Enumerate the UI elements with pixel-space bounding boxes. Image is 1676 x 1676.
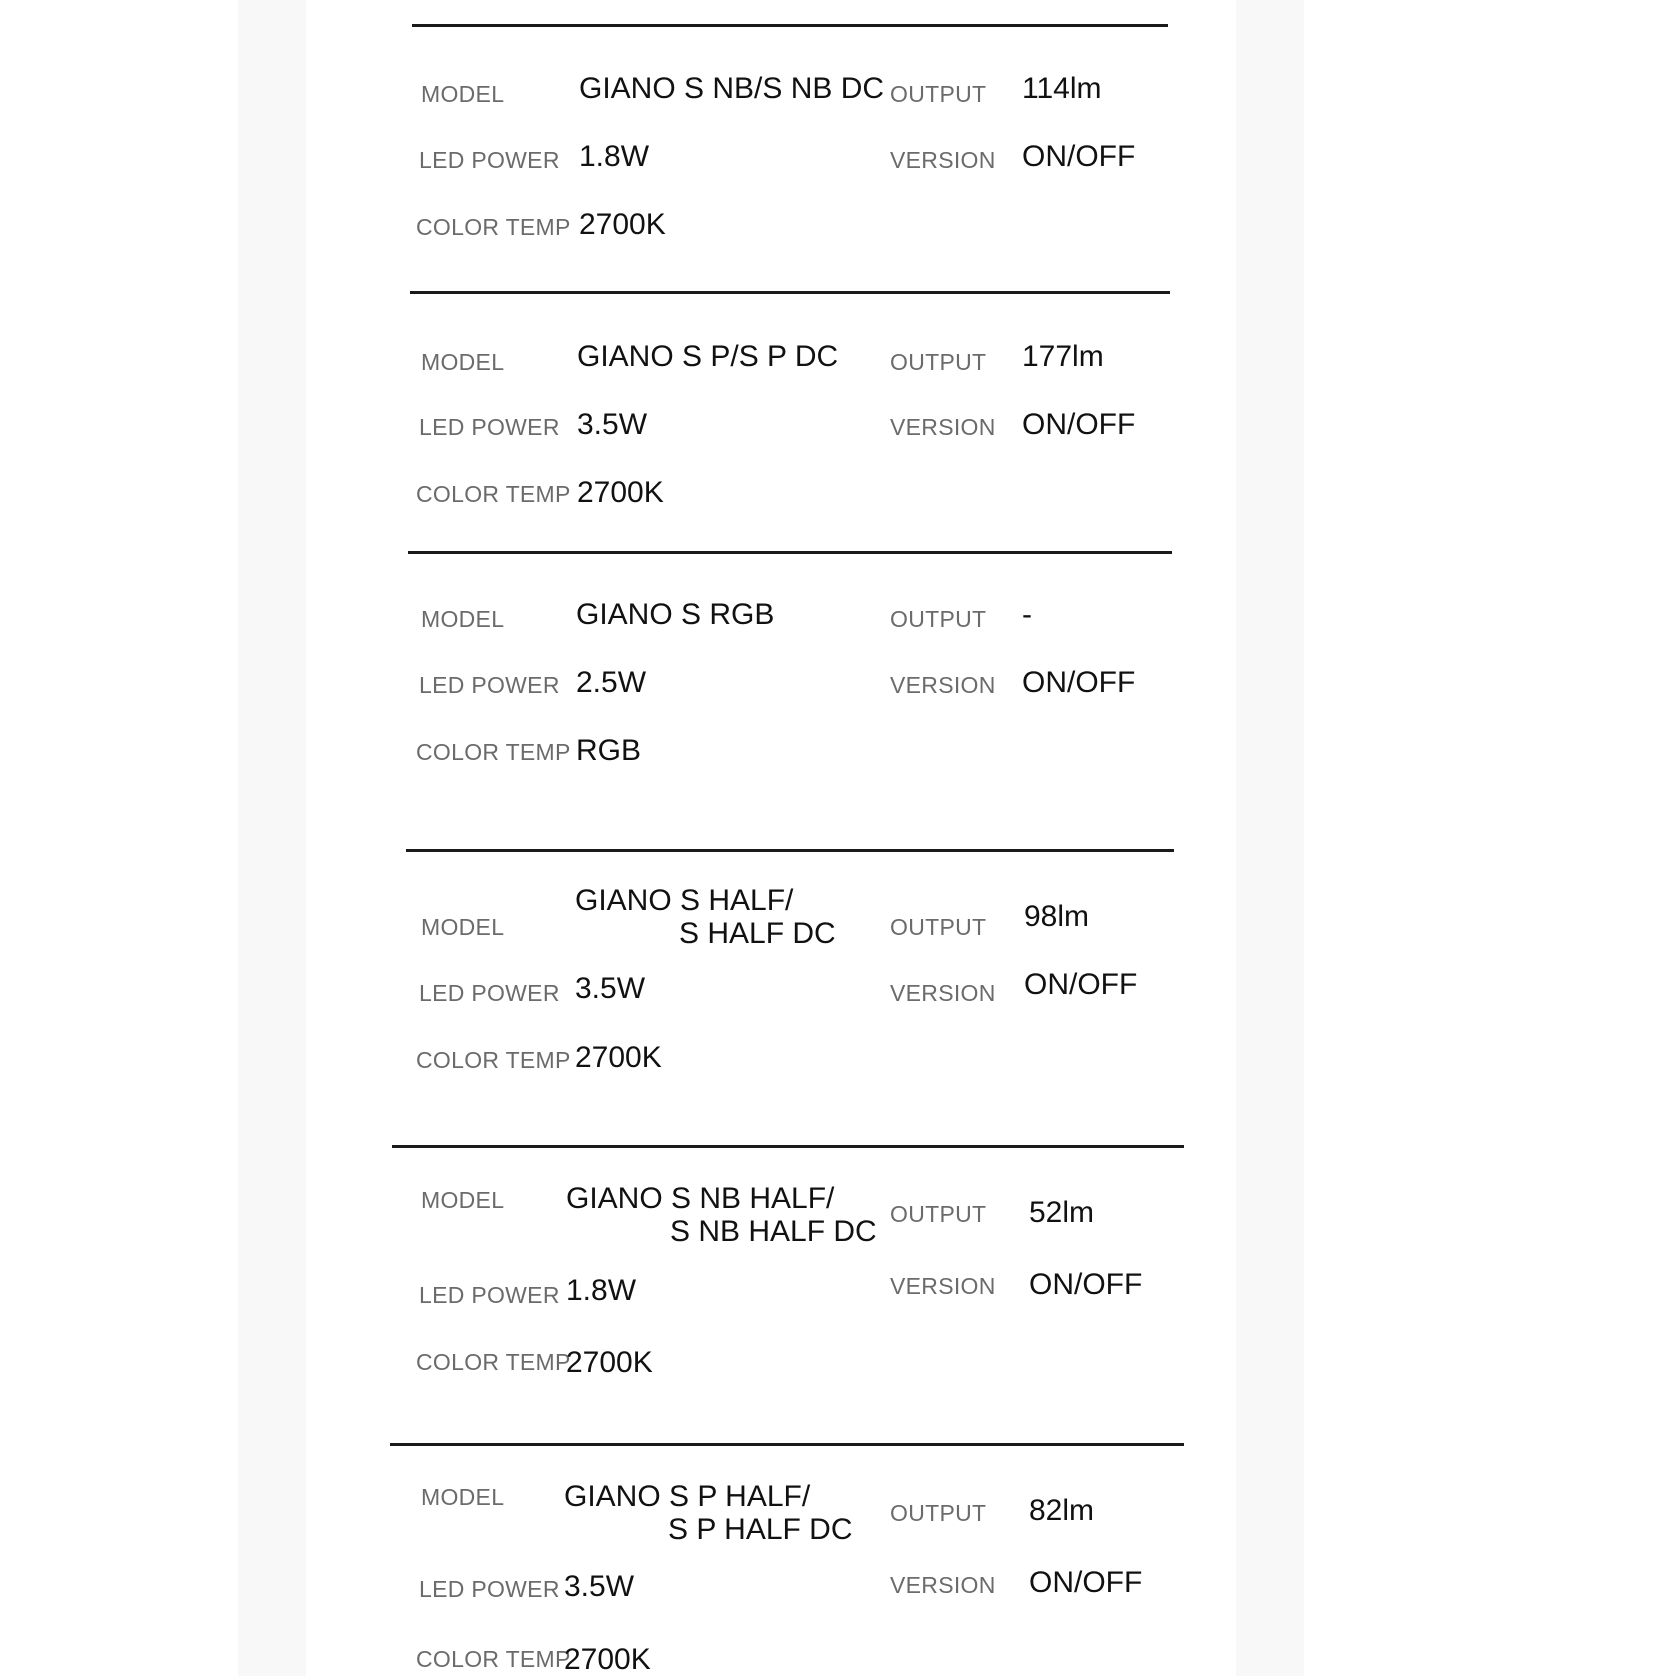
divider	[412, 24, 1168, 27]
led-power-value: 3.5W	[575, 972, 646, 1005]
color-temp-label: COLOR TEMP	[416, 481, 571, 507]
version-value: ON/OFF	[1029, 1566, 1143, 1599]
output-label: OUTPUT	[890, 606, 987, 632]
model-value	[577, 340, 838, 374]
version-label: VERSION	[890, 1273, 996, 1299]
divider	[390, 1443, 1184, 1446]
divider	[408, 551, 1172, 554]
right-margin-band	[1236, 0, 1304, 1676]
output-label: OUTPUT	[890, 1500, 987, 1526]
model-value	[566, 1182, 877, 1248]
model-value-line1: GIANO S NB/S NB DC	[579, 72, 885, 105]
version-value: ON/OFF	[1022, 666, 1136, 699]
output-label: OUTPUT	[890, 349, 987, 375]
output-label: OUTPUT	[890, 81, 987, 107]
version-value: ON/OFF	[1029, 1268, 1143, 1301]
version-label: VERSION	[890, 672, 996, 698]
model-value-line1: GIANO S RGB	[576, 598, 775, 631]
model-label: MODEL	[421, 1484, 505, 1510]
led-power-label: LED POWER	[419, 414, 560, 440]
model-value-line2: S HALF DC	[679, 917, 836, 950]
led-power-value: 3.5W	[577, 408, 648, 441]
divider	[406, 849, 1174, 852]
model-label: MODEL	[421, 606, 505, 632]
led-power-value: 1.8W	[566, 1274, 637, 1307]
left-margin-band	[238, 0, 306, 1676]
model-value-line1: GIANO S P/S P DC	[577, 340, 839, 373]
model-value-line1: GIANO S P HALF/	[564, 1480, 811, 1513]
color-temp-value: 2700K	[566, 1346, 653, 1379]
divider	[410, 291, 1170, 294]
version-label: VERSION	[890, 1572, 996, 1598]
model-value	[579, 72, 884, 106]
model-value-line2: S P HALF DC	[668, 1513, 853, 1546]
output-label: OUTPUT	[890, 1201, 987, 1227]
version-label: VERSION	[890, 147, 996, 173]
version-value: ON/OFF	[1022, 140, 1136, 173]
output-value: 52lm	[1029, 1196, 1095, 1229]
model-value-line1: GIANO S NB HALF/	[566, 1182, 835, 1215]
model-value	[576, 598, 774, 632]
color-temp-value: 2700K	[577, 476, 664, 509]
model-value-line1: GIANO S HALF/	[575, 884, 794, 917]
led-power-value: 2.5W	[576, 666, 647, 699]
led-power-label: LED POWER	[419, 1282, 560, 1308]
led-power-value: 3.5W	[564, 1570, 635, 1603]
model-label: MODEL	[421, 349, 505, 375]
color-temp-value: 2700K	[564, 1643, 651, 1676]
color-temp-label: COLOR TEMP	[416, 1349, 571, 1375]
output-value: 177lm	[1022, 340, 1104, 373]
color-temp-label: COLOR TEMP	[416, 739, 571, 765]
output-value: 82lm	[1029, 1494, 1095, 1527]
led-power-label: LED POWER	[419, 980, 560, 1006]
color-temp-label: COLOR TEMP	[416, 1646, 571, 1672]
model-label: MODEL	[421, 81, 505, 107]
version-value: ON/OFF	[1024, 968, 1138, 1001]
output-value: 98lm	[1024, 900, 1090, 933]
model-value-line2: S NB HALF DC	[670, 1215, 877, 1248]
color-temp-value: 2700K	[575, 1041, 662, 1074]
color-temp-label: COLOR TEMP	[416, 1047, 571, 1073]
color-temp-value: 2700K	[579, 208, 666, 241]
output-value: 114lm	[1022, 72, 1102, 105]
version-label: VERSION	[890, 980, 996, 1006]
version-label: VERSION	[890, 414, 996, 440]
led-power-label: LED POWER	[419, 1576, 560, 1602]
version-value: ON/OFF	[1022, 408, 1136, 441]
led-power-label: LED POWER	[419, 147, 560, 173]
model-value	[564, 1480, 853, 1546]
model-label: MODEL	[421, 1187, 505, 1213]
output-label: OUTPUT	[890, 914, 987, 940]
led-power-label: LED POWER	[419, 672, 560, 698]
divider	[392, 1145, 1184, 1148]
color-temp-value: RGB	[576, 734, 642, 767]
output-value: -	[1022, 598, 1032, 631]
led-power-value: 1.8W	[579, 140, 650, 173]
model-value	[575, 884, 836, 950]
model-label: MODEL	[421, 914, 505, 940]
color-temp-label: COLOR TEMP	[416, 214, 571, 240]
